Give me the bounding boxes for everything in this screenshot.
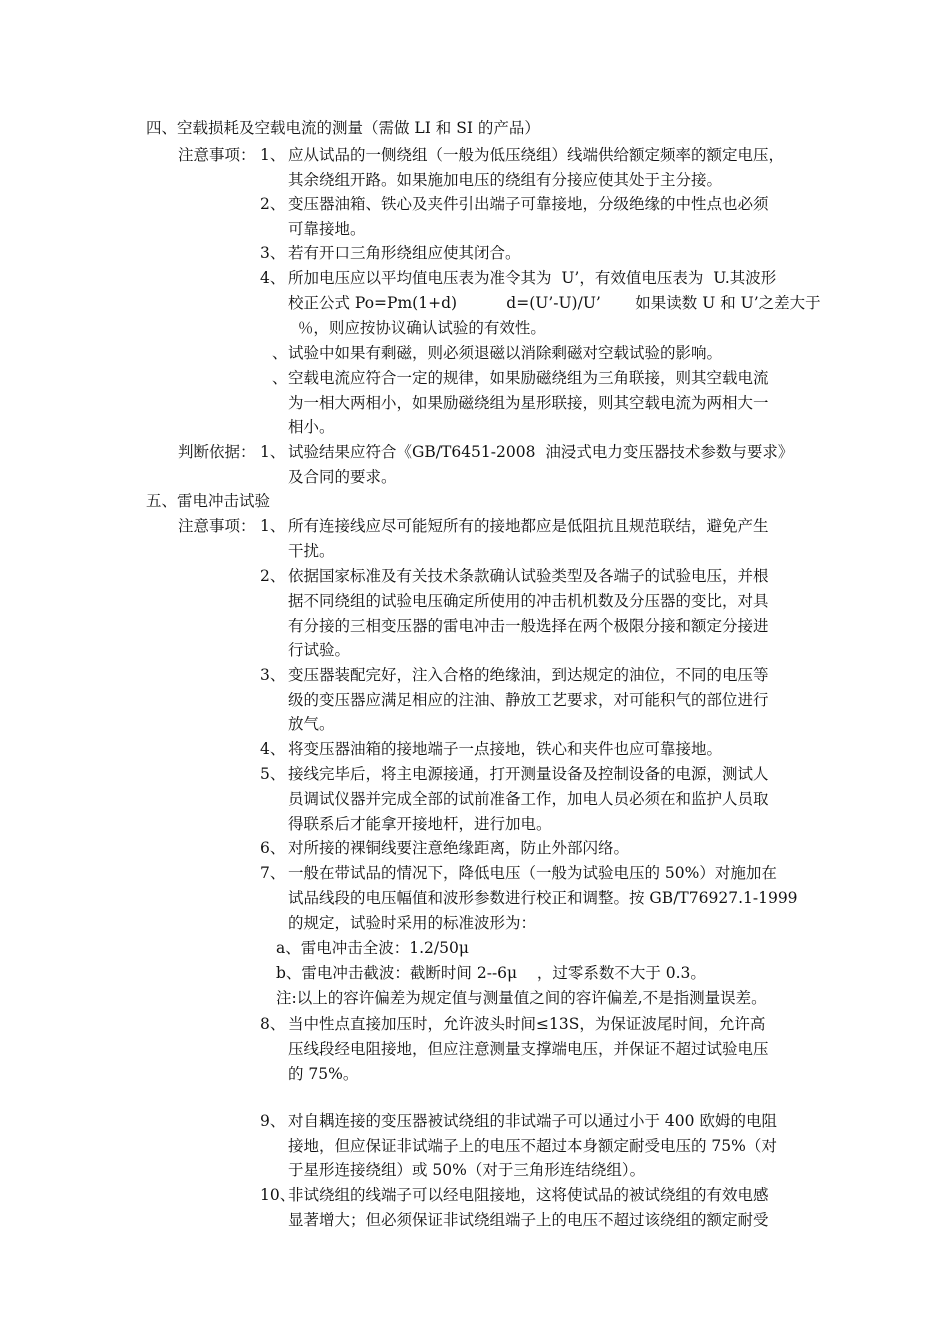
s5-item2-line2: 据不同绕组的试验电压确定所使用的冲击机机数及分压器的变比，对具	[288, 592, 769, 610]
s5-item3-line1: 变压器装配完好，注入合格的绝缘油，到达规定的油位，不同的电压等	[288, 666, 769, 684]
s5-item5-line3: 得联系后才能拿开接地杆，进行加电。	[288, 815, 552, 833]
s5-item5-line1: 接线完毕后，将主电源接通，打开测量设备及控制设备的电源，测试人	[288, 765, 769, 783]
s4-item5-num: 、	[272, 344, 288, 362]
tolerance-note: 注:以上的容许偏差为规定值与测量值之间的容许偏差,不是指测量误差。	[276, 989, 767, 1007]
s4-item1-line1: 应从试品的一侧绕组（一般为低压绕组）线端供给额定频率的额定电压，	[288, 146, 785, 164]
s5-item6-num: 6、	[260, 839, 286, 857]
s5-item1-line1: 所有连接线应尽可能短所有的接地都应是低阻抗且规范联结，避免产生	[288, 517, 769, 535]
s5-item10-line1: 非试绕组的线端子可以经电阻接地，这将使试品的被试绕组的有效电感	[288, 1186, 769, 1204]
s5-item8-num: 8、	[260, 1015, 286, 1033]
s5-item9-line1: 对自耦连接的变压器被试绕组的非试端子可以通过小于 400 欧姆的电阻	[288, 1112, 777, 1130]
s5-item10-line2: 显著增大；但必须保证非试绕组端子上的电压不超过该绕组的额定耐受	[288, 1211, 769, 1229]
s5-item1-line2: 干扰。	[288, 542, 335, 560]
s5-item2-line3: 有分接的三相变压器的雷电冲击一般选择在两个极限分接和额定分接进	[288, 617, 769, 635]
s4-item6-line3: 相小。	[288, 418, 335, 436]
s5-item5-line2: 员调试仪器并完成全部的试前准备工作，加电人员必须在和监护人员取	[288, 790, 769, 808]
s5-item9-line2: 接地，但应保证非试端子上的电压不超过本身额定耐受电压的 75%（对	[288, 1137, 777, 1155]
s5-item5-num: 5、	[260, 765, 286, 783]
s4-item1-num: 1、	[260, 146, 286, 164]
s5-item3-line3: 放气。	[288, 715, 335, 733]
section4-notes-label: 注意事项：	[178, 146, 256, 164]
section4-heading: 四、空载损耗及空载电流的测量（需做 LI 和 SI 的产品）	[146, 119, 540, 137]
s5-item8-line1: 当中性点直接加压时，允许波头时间≤13S，为保证波尾时间，允许高	[288, 1015, 766, 1033]
s5-item2-line1: 依据国家标准及有关技术条款确认试验类型及各端子的试验电压，并根	[288, 567, 769, 585]
s5-item3-line2: 级的变压器应满足相应的注油、静放工艺要求，对可能积气的部位进行	[288, 691, 769, 709]
s4-item6-line2: 为一相大两相小，如果励磁绕组为星形联接，则其空载电流为两相大一	[288, 394, 769, 412]
s4-item4-line3: ％，则应按协议确认试验的有效性。	[288, 319, 546, 337]
s5-item9-num: 9、	[260, 1112, 286, 1130]
s5-item8-line3: 的 75%。	[288, 1065, 359, 1083]
s4-judge-line2: 及合同的要求。	[288, 468, 397, 486]
wave-b: b、雷电冲击截波：截断时间 2--6μ ，过零系数不大于 0.3。	[276, 964, 706, 982]
s5-item4-num: 4、	[260, 740, 286, 758]
s4-item5-line1: 试验中如果有剩磁，则必须退磁以消除剩磁对空载试验的影响。	[288, 344, 723, 362]
s4-judge-line1: 试验结果应符合《GB/T6451-2008 油浸式电力变压器技术参数与要求》	[288, 443, 794, 461]
s4-item3-num: 3、	[260, 244, 286, 262]
section5-notes-label: 注意事项：	[178, 517, 256, 535]
s5-item8-line2: 压线段经电阻接地，但应注意测量支撑端电压，并保证不超过试验电压	[288, 1040, 769, 1058]
s5-item9-line3: 于星形连接绕组）或 50%（对于三角形连结绕组）。	[288, 1161, 646, 1179]
section5-heading: 五、雷电冲击试验	[146, 492, 271, 510]
s5-item2-line4: 行试验。	[288, 641, 351, 659]
s4-item4-line2: 校正公式 Po=Pm(1+d) d=(U’-U)/U’ 如果读数 U 和 U’之差大于	[288, 294, 821, 312]
s4-item4-line1: 所加电压应以平均值电压表为准令其为 U’，有效值电压表为 U.其波形	[288, 269, 777, 287]
s4-item2-line1: 变压器油箱、铁心及夹件引出端子可靠接地，分级绝缘的中性点也必须	[288, 195, 769, 213]
s5-item7-line3: 的规定，试验时采用的标准波形为：	[288, 914, 537, 932]
s5-item7-line1: 一般在带试品的情况下，降低电压（一般为试验电压的 50%）对施加在	[288, 864, 777, 882]
s5-item7-num: 7、	[260, 864, 286, 882]
s5-item10-num: 10、	[260, 1186, 296, 1204]
s4-item3-line1: 若有开口三角形绕组应使其闭合。	[288, 244, 521, 262]
s5-item3-num: 3、	[260, 666, 286, 684]
wave-a: a、雷电冲击全波：1.2/50μ	[276, 939, 469, 957]
section4-judge-label: 判断依据：	[178, 443, 256, 461]
s4-judge-num: 1、	[260, 443, 286, 461]
s5-item4-line1: 将变压器油箱的接地端子一点接地，铁心和夹件也应可靠接地。	[288, 740, 723, 758]
s5-item7-line2: 试品线段的电压幅值和波形参数进行校正和调整。按 GB/T76927.1-1999	[288, 889, 798, 907]
s5-item6-line1: 对所接的裸铜线要注意绝缘距离，防止外部闪络。	[288, 839, 630, 857]
s5-item1-num: 1、	[260, 517, 286, 535]
s4-item6-num: 、	[272, 369, 288, 387]
s5-item2-num: 2、	[260, 567, 286, 585]
s4-item6-line1: 空载电流应符合一定的规律，如果励磁绕组为三角联接，则其空载电流	[288, 369, 769, 387]
s4-item2-line2: 可靠接地。	[288, 220, 366, 238]
s4-item4-num: 4、	[260, 269, 286, 287]
s4-item2-num: 2、	[260, 195, 286, 213]
s4-item1-line2: 其余绕组开路。如果施加电压的绕组有分接应使其处于主分接。	[288, 171, 723, 189]
